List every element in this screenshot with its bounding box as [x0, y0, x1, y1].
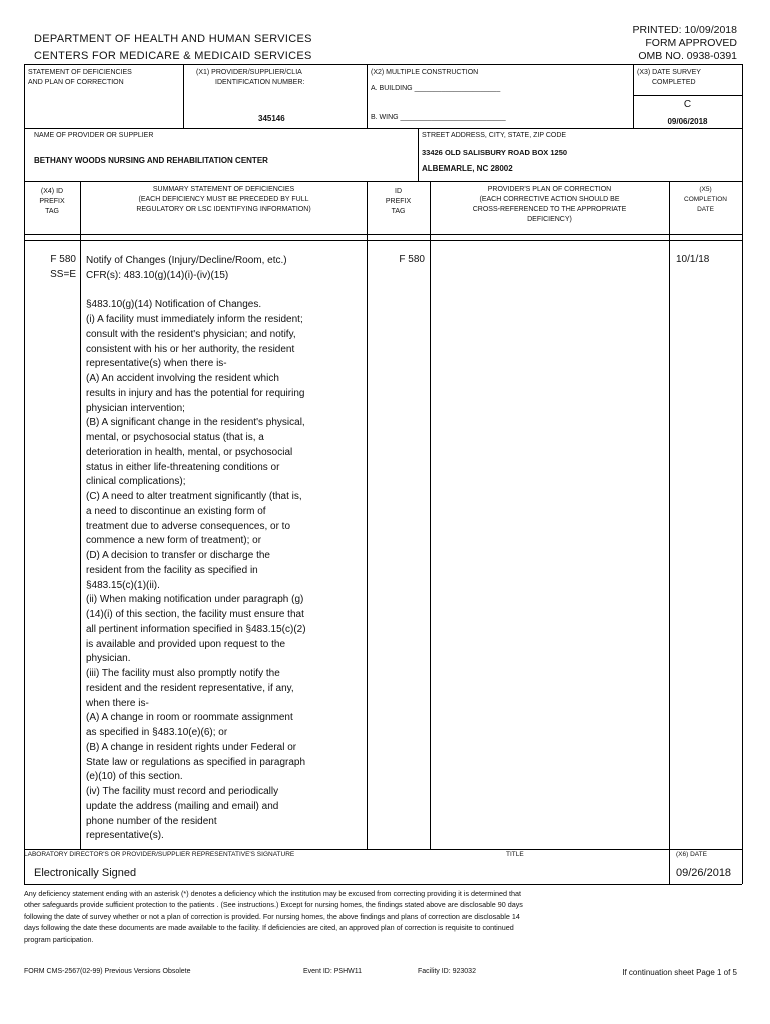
deficiency-text-line: treatment due to adverse consequences, or to [86, 520, 291, 532]
id-header: ID [395, 188, 402, 195]
address-line-1: 33426 OLD SALISBURY ROAD BOX 1250 [422, 148, 568, 157]
facility-id: Facility ID: 923032 [418, 968, 476, 975]
deficiency-text-line: physician intervention; [86, 402, 185, 414]
columns-top-border [24, 181, 742, 182]
provider-top-border [24, 128, 742, 129]
plan-header-4: DEFICIENCY) [527, 216, 572, 223]
entries-bottom-border [24, 849, 742, 850]
building-field: A. BUILDING ______________________ [371, 85, 501, 92]
disclaimer [24, 888, 664, 945]
deficiency-text-line: physician. [86, 653, 131, 665]
deficiency-text-line: deterioration in health, mental, or psychosocial [86, 446, 293, 458]
id-header-2: PREFIX [385, 198, 412, 205]
deficiency-text-line: status in either life-threatening conditions or [86, 461, 280, 473]
signature-label: LABORATORY DIRECTOR'S OR PROVIDER/SUPPLIER REPRESENTATIVE'S SIGNATURE [24, 851, 295, 858]
form-number: FORM CMS-2567(02-99) Previous Versions Obsolete [24, 968, 191, 975]
x4-header: (X4) ID [40, 188, 64, 195]
deficiency-text [86, 254, 356, 844]
deficiency-text-line: (i) A facility must immediately inform the resident; [86, 314, 303, 325]
plan-header: PROVIDER'S PLAN OF CORRECTION [487, 186, 612, 193]
entries-top-border [24, 240, 742, 241]
deficiency-text-line: (iv) The facility must record and periodically [86, 786, 279, 797]
deficiency-text-line: a need to discontinue an existing form of [86, 505, 266, 517]
statement-label: STATEMENT OF DEFICIENCIES [28, 69, 132, 76]
provider-name-label: NAME OF PROVIDER OR SUPPLIER [34, 132, 154, 139]
x3-divider [633, 95, 742, 96]
deficiency-text-line: results in injury and has the potential for requiring [86, 387, 305, 399]
summary-header-2: (EACH DEFICIENCY MUST BE PRECEDED BY FULL [138, 196, 309, 203]
x4-header-2: PREFIX [39, 198, 65, 205]
x1-divider [183, 64, 184, 128]
address-line-2: ALBEMARLE, NC 28002 [422, 164, 513, 173]
title-label: TITLE [506, 851, 524, 858]
deficiency-text-line: Notify of Changes (Injury/Decline/Room, etc.) [86, 255, 287, 266]
provider-name: BETHANY WOODS NURSING AND REHABILITATION CENTER [34, 156, 268, 165]
signature-date-label: (X6) DATE [676, 851, 707, 858]
deficiency-text-line: is available and provided upon request to the [86, 638, 286, 650]
deficiency-text-line: representative(s). [86, 830, 164, 842]
statement-label-2: AND PLAN OF CORRECTION [28, 79, 124, 86]
disclaimer-line: Any deficiency statement ending with an asterisk (*) denotes a deficiency which the institution may be excused from correcting providing it is determined that [24, 889, 521, 898]
deficiency-text-line: (A) An accident involving the resident which [86, 373, 279, 384]
col-divider-4 [669, 181, 670, 849]
deficiency-text-line [86, 284, 356, 299]
deficiency-text-line: commence a new form of treatment); or [86, 535, 262, 547]
x3-label-2: COMPLETED [652, 79, 696, 86]
deficiency-text-line: update the address (mailing and email) and [86, 800, 279, 812]
plan-header-3: CROSS-REFERENCED TO THE APPROPRIATE [472, 206, 627, 213]
deficiency-text-line: (14)(i) of this section, the facility must ensure that [86, 609, 304, 620]
event-id: Event ID: PSHW11 [303, 968, 363, 975]
address-label: STREET ADDRESS, CITY, STATE, ZIP CODE [422, 132, 567, 139]
deficiency-text-line: (iii) The facility must also promptly notify the [86, 668, 280, 679]
disclaimer-line: days following the date these documents are made available to the facility. If deficiencies are cited, an approved plan of correction is requisite to continued [24, 923, 514, 933]
deficiency-text-line: (B) A change in resident rights under Federal or [86, 741, 297, 753]
deficiency-text-line: consult with the resident's physician; and notify, [86, 328, 296, 340]
survey-completed-date: 09/06/2018 [667, 117, 708, 126]
deficiency-text-line: mental, or psychosocial status (that is, a [86, 432, 264, 443]
deficiency-text-line: (e)(10) of this section. [86, 771, 183, 783]
deficiency-text-line: consistent with his or her authority, the resident [86, 343, 295, 355]
plan-header-2: (EACH CORRECTIVE ACTION SHOULD BE [479, 196, 620, 203]
omb-number: OMB NO. 0938-0391 [638, 50, 737, 62]
deficiency-text-line: State law or regulations as specified in paragraph [86, 756, 306, 768]
deficiency-text-line: resident from the facility as specified in [86, 564, 258, 576]
x5-header-2: COMPLETION [684, 196, 727, 203]
wing-field: B. WING ___________________________ [371, 114, 506, 121]
x5-header-3: DATE [697, 206, 714, 213]
disclaimer-line: other safeguards provide sufficient protection to the patients . (See instructions.) Except for nursing homes, the findings stated above are disclosable 90 days [24, 900, 523, 910]
deficiency-text-line: CFR(s): 483.10(g)(14)(i)-(iv)(15) [86, 269, 229, 281]
x4-header-3: TAG [45, 208, 59, 215]
address-divider [418, 128, 419, 181]
x2-divider [367, 64, 368, 128]
signature-bottom-border [24, 884, 742, 885]
signature-value: Electronically Signed [34, 867, 137, 879]
col-divider-3 [430, 181, 431, 849]
deficiency-text-line: (D) A decision to transfer or discharge the [86, 550, 270, 561]
x1-label: (X1) PROVIDER/SUPPLIER/CLIA [196, 69, 302, 76]
provider-id-number: 345146 [258, 114, 285, 123]
page-indicator: If continuation sheet Page 1 of 5 [622, 968, 737, 977]
scope-severity: SS=E [50, 269, 76, 280]
columns-bottom-border [24, 234, 742, 235]
top-border [24, 64, 742, 65]
right-border [742, 64, 743, 884]
deficiency-text-line: resident and the resident representative, if any, [86, 682, 294, 694]
deficiency-text-line: representative(s) when there is- [86, 358, 227, 370]
agency-title: CENTERS FOR MEDICARE & MEDICAID SERVICES [34, 50, 312, 62]
col-divider-1 [80, 181, 81, 849]
completion-date: 10/1/18 [676, 254, 710, 265]
department-title: DEPARTMENT OF HEALTH AND HUMAN SERVICES [34, 33, 312, 45]
deficiency-text-line: (C) A need to alter treatment significantly (that is, [86, 491, 302, 502]
deficiency-text-line: §483.15(c)(1)(ii). [86, 579, 160, 591]
deficiency-text-line: (A) A change in room or roommate assignment [86, 712, 293, 724]
date-divider [669, 849, 670, 884]
survey-type-code: C [683, 99, 692, 110]
id-header-3: TAG [391, 208, 406, 215]
form-approved: FORM APPROVED [645, 37, 737, 49]
correction-id-tag: F 580 [399, 254, 425, 265]
col-divider-2 [367, 181, 368, 849]
x5-header: (X5) [699, 186, 712, 193]
x1-label-2: IDENTIFICATION NUMBER: [215, 79, 305, 86]
deficiency-text-line: clinical complications); [86, 476, 186, 488]
deficiency-text-line: (B) A significant change in the resident's physical, [86, 417, 305, 429]
summary-header: SUMMARY STATEMENT OF DEFICIENCIES [152, 186, 295, 193]
deficiency-text-line: (ii) When making notification under paragraph (g) [86, 594, 304, 606]
x3-label: (X3) DATE SURVEY [637, 69, 701, 76]
signature-date: 09/26/2018 [676, 867, 732, 879]
deficiency-tag: F 580 [50, 254, 76, 265]
x2-label: (X2) MULTIPLE CONSTRUCTION [371, 69, 479, 76]
disclaimer-line: following the date of survey whether or not a plan of correction is provided. For nursing homes, the above findings and plans of correction are disclosable 14 [24, 911, 520, 921]
deficiency-text-line: §483.10(g)(14) Notification of Changes. [86, 299, 262, 311]
disclaimer-line: program participation. [24, 934, 94, 944]
deficiency-text-line: phone number of the resident [86, 815, 217, 827]
summary-header-3: REGULATORY OR LSC IDENTIFYING INFORMATION) [136, 206, 311, 213]
deficiency-text-line: all pertinent information specified in §483.15(c)(2) [86, 623, 306, 635]
printed-date: PRINTED: 10/09/2018 [632, 24, 737, 36]
deficiency-text-line: when there is- [86, 697, 149, 709]
deficiency-text-line: as specified in §483.10(e)(6); or [86, 727, 228, 738]
